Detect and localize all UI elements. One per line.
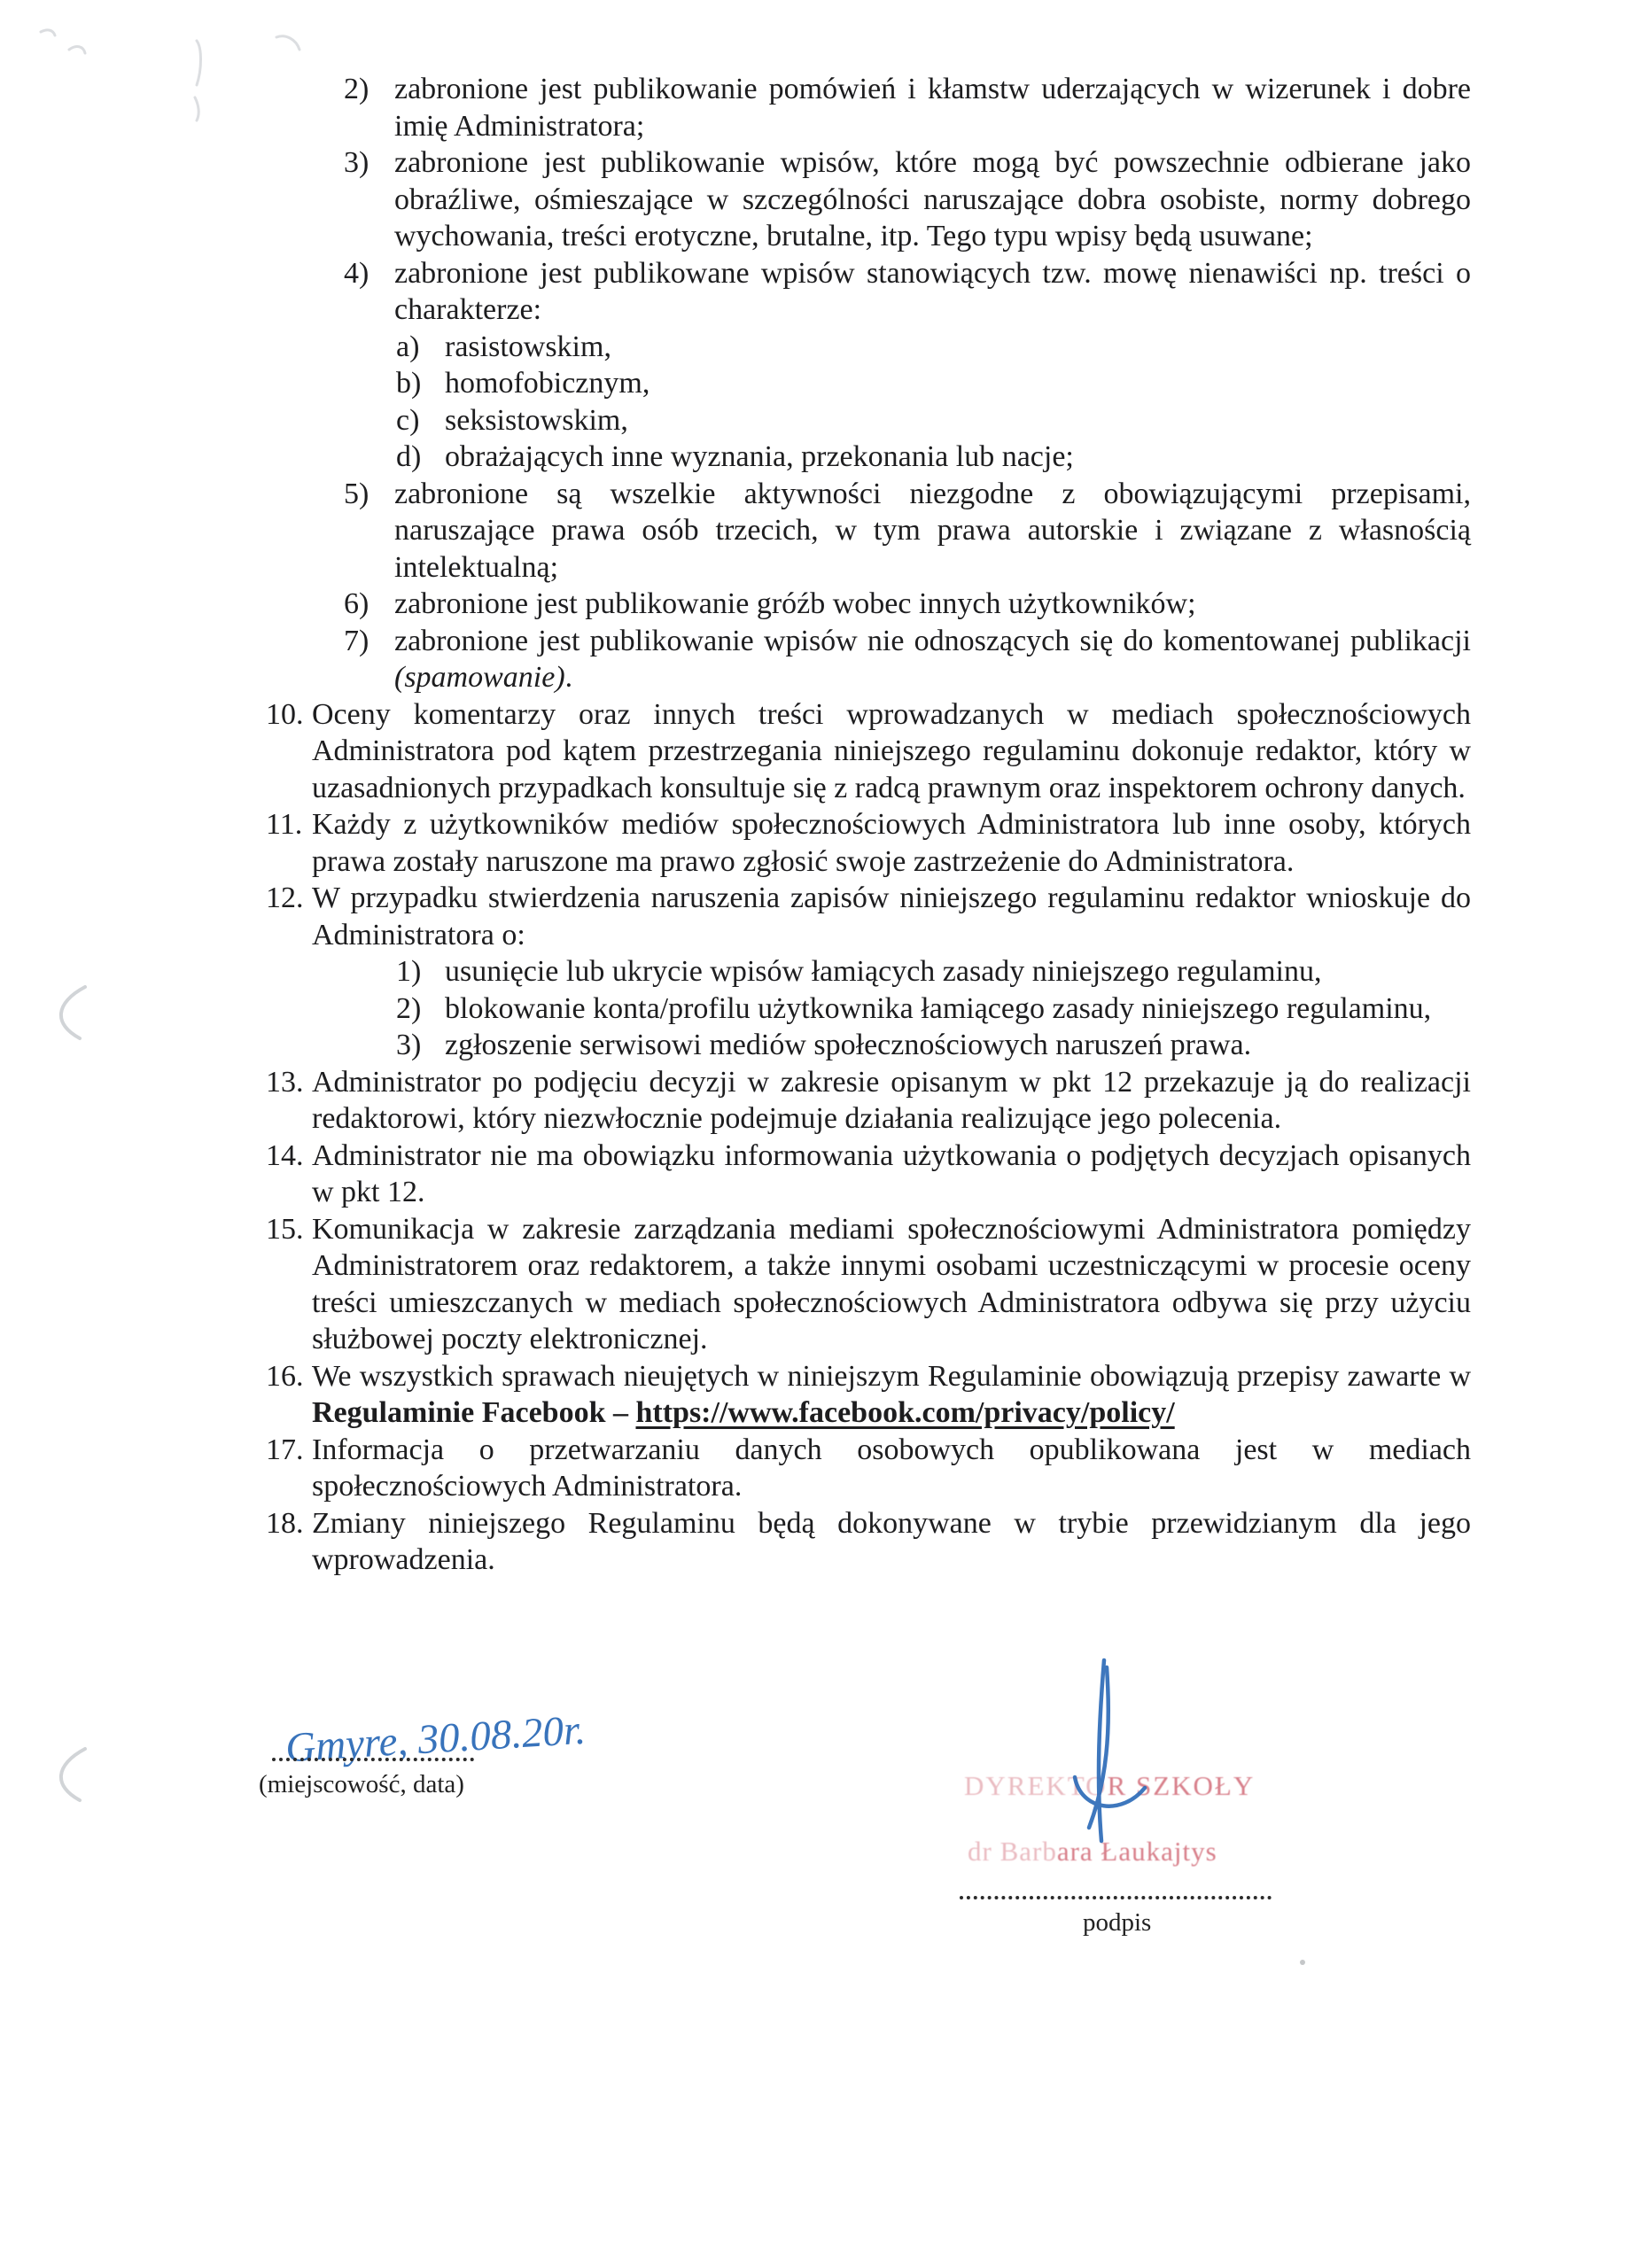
stamp-director-title — [964, 1770, 1255, 1802]
stamp-director-name — [968, 1836, 1217, 1868]
stamp-title-rest-part: R SZKOŁY — [1107, 1770, 1256, 1801]
item-marker: 1) — [396, 955, 422, 988]
list-item-17 — [0, 1432, 1649, 1505]
list-item-15 — [0, 1211, 1649, 1358]
handwritten-place-date: Gmyre, 30.08.20r. — [284, 1706, 587, 1772]
item-text: zabronione jest publikowanie pomówień i kłamstw uderzających w wizerunek i dobre imię Administratora; — [394, 73, 1471, 143]
regulation-text-block — [0, 71, 1649, 1579]
item-text — [312, 1358, 1471, 1432]
item-marker: c) — [396, 403, 420, 437]
stamp-name-faded-part: dr Barb — [968, 1836, 1057, 1867]
item-text: W przypadku stwierdzenia naruszenia zapisów niniejszego regulaminu redaktor wnioskuje do Administratora o: — [312, 882, 1471, 951]
item-text: zabronione jest publikowanie gróźb wobec innych użytkowników; — [394, 587, 1196, 620]
item-text-plain: We wszystkich sprawach nieujętych w niniejszym Regulaminie obowiązują przepisy zawarte w — [312, 1359, 1471, 1393]
item-marker: 4) — [344, 256, 369, 290]
list-item-10 — [0, 696, 1649, 807]
item-marker: 2) — [396, 991, 422, 1025]
item-text: obrażających inne wyznania, przekonania lub nacje; — [445, 440, 1074, 473]
list-item-5 — [0, 476, 1649, 586]
item-text: blokowanie konta/profilu użytkownika łamiącego zasady niniejszego regulaminu, — [445, 991, 1432, 1025]
item-text: zgłoszenie serwisowi mediów społecznościowych naruszeń prawa. — [445, 1029, 1252, 1061]
stamp-name-rest-part: ara Łaukajtys — [1056, 1836, 1217, 1867]
item-text: usunięcie lub ukrycie wpisów łamiących zasady niniejszego regulaminu, — [445, 955, 1322, 988]
dotted-line-place-date — [272, 1758, 474, 1761]
item-text: zabronione są wszelkie aktywności niezgodne z obowiązującymi przepisami, naruszające prawa osób trzecich, w tym prawa autorskie i związane z własnością intelektualną; — [394, 477, 1471, 584]
list-item-12-1 — [0, 953, 1649, 990]
list-item-2 — [0, 71, 1649, 144]
list-item-11 — [0, 806, 1649, 880]
item-marker: 18. — [266, 1506, 304, 1540]
item-text-italic: (spamowanie) — [394, 661, 565, 694]
list-item-18 — [0, 1505, 1649, 1579]
list-item-4c — [0, 402, 1649, 439]
list-item-7 — [0, 623, 1649, 696]
list-item-4d — [0, 439, 1649, 476]
scan-artifact-dot — [1300, 1960, 1305, 1965]
item-text: Administrator nie ma obowiązku informowania użytkowania o podjętych decyzjach opisanych w pkt 12. — [312, 1138, 1471, 1208]
item-marker: 12. — [266, 882, 304, 914]
list-item-3 — [0, 144, 1649, 255]
list-item-12-2 — [0, 990, 1649, 1028]
item-text: zabronione jest publikowane wpisów stanowiących tzw. mowę nienawiści np. treści o charakterze: — [394, 256, 1471, 326]
list-item-4b — [0, 365, 1649, 402]
item-text: zabronione jest publikowanie wpisów, które mogą być powszechnie odbierane jako obraźliwe, ośmieszające w szczególności naruszające dobra osobiste, normy dobrego wychowania, treści erotyczne, brutalne, itp. Tego typu wpisy będą usuwane; — [394, 146, 1471, 252]
list-item-14 — [0, 1138, 1649, 1211]
item-text: Oceny komentarzy oraz innych treści wprowadzanych w mediach społecznościowych Administratora pod kątem przestrzegania niniejszego regulaminu dokonuje redaktor, który w uzasadnionych przypadkach konsultuje się z radcą prawnym oraz inspektorem ochrony danych. — [312, 697, 1471, 804]
item-marker: 2) — [344, 73, 369, 105]
item-marker: d) — [396, 440, 422, 473]
stamp-title-faded-part: DYREKTO — [964, 1770, 1108, 1801]
item-marker: b) — [396, 367, 422, 400]
place-date-caption: (miejscowość, data) — [259, 1770, 464, 1798]
dotted-line-signature — [960, 1896, 1272, 1899]
item-marker: 17. — [266, 1433, 304, 1466]
item-text: Każdy z użytkowników mediów społecznościowych Administratora lub inne osoby, których prawa zostały naruszone ma prawo zgłosić swoje zastrzeżenie do Administratora. — [312, 808, 1471, 878]
signature-caption: podpis — [1083, 1908, 1152, 1937]
item-marker: 13. — [266, 1065, 304, 1099]
item-text: Zmiany niniejszego Regulaminu będą dokonywane w trybie przewidzianym dla jego wprowadzenia. — [312, 1506, 1471, 1576]
item-marker: a) — [396, 330, 420, 363]
item-text: homofobicznym, — [445, 367, 650, 400]
item-text: seksistowskim, — [445, 403, 628, 437]
item-marker: 11. — [266, 808, 303, 841]
item-marker: 3) — [396, 1029, 422, 1061]
item-text: rasistowskim, — [445, 330, 611, 363]
item-text: Komunikacja w zakresie zarządzania mediami społecznościowymi Administratora pomiędzy Administratorem oraz redaktorem, a także innymi osobami uczestniczącymi w procesie oceny treści umieszczanych w mediach społecznościowych Administratora odbywa się przy użyciu służbowej poczty elektronicznej. — [312, 1212, 1471, 1355]
facebook-policy-link: https://www.facebook.com/privacy/policy/ — [635, 1396, 1175, 1429]
item-marker: 6) — [344, 587, 369, 620]
item-marker: 16. — [266, 1359, 304, 1393]
item-marker: 3) — [344, 146, 369, 179]
list-item-16 — [0, 1358, 1649, 1432]
list-item-12 — [0, 880, 1649, 953]
item-text: Informacja o przetwarzaniu danych osobowych opublikowana jest w mediach społecznościowych Administratora. — [312, 1433, 1471, 1503]
item-marker: 10. — [266, 697, 304, 731]
item-marker: 14. — [266, 1138, 304, 1172]
item-text-bold: Regulaminie Facebook – — [312, 1396, 636, 1429]
list-item-4 — [0, 255, 1649, 329]
item-text: Administrator po podjęciu decyzji w zakresie opisanym w pkt 12 przekazuje ją do realizacji redaktorowi, który niezwłocznie podejmuje działania realizujące jego polecenia. — [312, 1065, 1471, 1135]
list-item-12-3 — [0, 1027, 1649, 1064]
pen-signature — [1075, 1660, 1145, 1841]
list-item-4a — [0, 329, 1649, 366]
item-marker: 5) — [344, 477, 369, 510]
item-marker: 7) — [344, 624, 369, 657]
item-marker: 15. — [266, 1212, 304, 1246]
list-item-6 — [0, 586, 1649, 623]
item-text — [394, 623, 1471, 696]
item-text-plain: . — [564, 661, 573, 694]
list-item-13 — [0, 1064, 1649, 1138]
item-text-plain: zabronione jest publikowanie wpisów nie odnoszących się do komentowanej publikacji — [394, 624, 1471, 657]
